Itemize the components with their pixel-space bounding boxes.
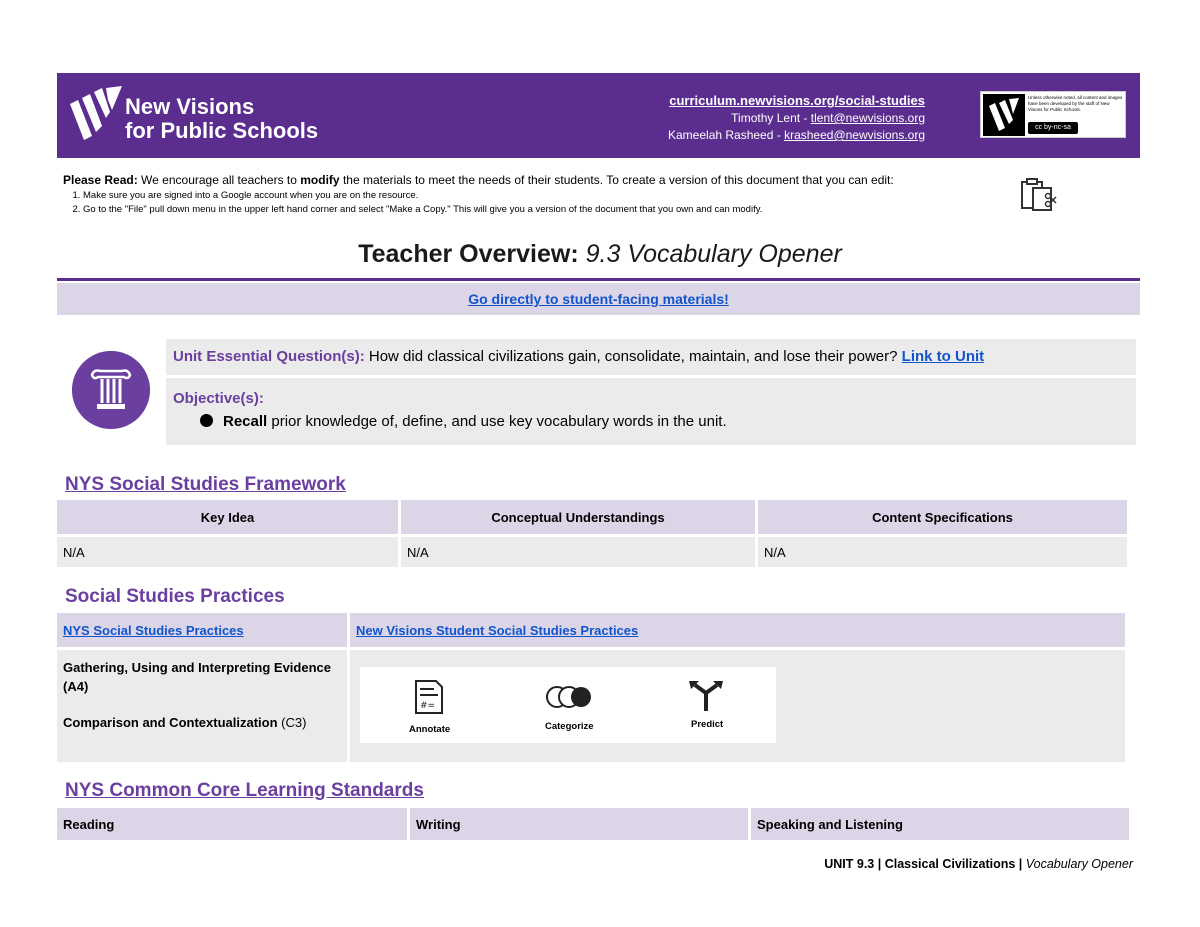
bullet-icon (200, 414, 213, 427)
footer-unit: UNIT 9.3 | Classical Civilizations | (824, 857, 1026, 871)
common-core-table (54, 805, 1132, 843)
objective-item (200, 413, 1136, 430)
logo-text (125, 95, 318, 143)
objective-emph: Recall (223, 413, 268, 430)
objective-text: prior knowledge of, define, and use key vocabulary words in the unit. (267, 413, 727, 430)
please-read-steps (83, 189, 993, 217)
page-footer (824, 857, 1133, 871)
logo-line2: for Public Schools (125, 118, 319, 143)
annotate-label: Annotate (409, 724, 451, 735)
framework-header: Content Specifications (758, 500, 1127, 534)
svg-text:#=: #= (420, 701, 436, 711)
common-core-header: Writing (410, 808, 748, 840)
framework-cell: N/A (758, 537, 1127, 567)
nys-practices-link[interactable]: NYS Social Studies Practices (63, 622, 244, 638)
categorize-icon (545, 685, 593, 709)
framework-table (54, 497, 1130, 570)
footer-lesson: Vocabulary Opener (1025, 857, 1133, 871)
title-main: Teacher Overview: (358, 240, 586, 268)
title-sub: 9.3 Vocabulary Opener (585, 240, 842, 268)
practice-item: Comparison and Contextualization (C3) (63, 715, 307, 730)
nv-practices-link[interactable]: New Visions Student Social Studies Practices (356, 622, 639, 638)
framework-cell: N/A (57, 537, 398, 567)
please-read-step: 2. Go to the "File" pull down menu in the upper left hand corner and select "Make a Copy." This will give you a version of the document that you own and can modify. (83, 203, 993, 217)
essential-question-text: How did classical civilizations gain, consolidate, maintain, and lose their power? (364, 348, 902, 365)
annotate-icon (412, 679, 446, 715)
framework-heading[interactable]: NYS Social Studies Framework (65, 474, 346, 495)
contact1-name: Timothy Lent - (731, 111, 811, 125)
please-read-text-b: the materials to meet the needs of their students. To create a version of this document that you can edit: (339, 173, 894, 187)
common-core-header: Reading (57, 808, 407, 840)
new-visions-logo-icon (70, 86, 124, 144)
contact1-email-link[interactable]: tlent@newvisions.org (810, 111, 925, 125)
please-read-step: 1. Make sure you are signed into a Google account when you are on the resource. (83, 189, 993, 203)
categorize-label: Categorize (545, 721, 594, 732)
framework-header: Key Idea (57, 500, 398, 534)
column-icon (72, 351, 150, 429)
license-badge (980, 91, 1126, 138)
page-title (0, 240, 1200, 269)
license-text: Unless otherwise noted, all content and images have been developed by the staff of New Visions for Public Schools. (1028, 95, 1123, 112)
make-copy-icon (1020, 177, 1058, 213)
contact-block (668, 92, 925, 144)
common-core-heading[interactable]: NYS Common Core Learning Standards (65, 780, 424, 801)
please-read-text-a: We encourage all teachers to (137, 173, 301, 187)
license-logo-icon (983, 94, 1025, 136)
title-divider (57, 278, 1140, 281)
predict-icon (687, 679, 725, 713)
objectives (166, 378, 1136, 445)
framework-header: Conceptual Understandings (401, 500, 755, 534)
common-core-header: Speaking and Listening (751, 808, 1129, 840)
practice-item: Gathering, Using and Interpreting Evidence (A4) (63, 660, 331, 694)
essential-question (166, 339, 1136, 375)
logo-line1: New Visions (125, 94, 255, 119)
cc-license-icon: cc by-nc-sa (1028, 122, 1078, 134)
predict-label: Predict (691, 719, 724, 730)
please-read-label: Please Read: (63, 173, 138, 187)
practice-icons-panel (360, 667, 776, 743)
essential-question-label: Unit Essential Question(s): (173, 348, 365, 365)
site-link[interactable]: curriculum.newvisions.org/social-studies (669, 93, 925, 108)
objective-label: Objective(s): (173, 390, 264, 407)
please-read-notice (63, 173, 993, 217)
link-to-unit[interactable]: Link to Unit (901, 348, 985, 365)
practices-heading: Social Studies Practices (65, 586, 285, 607)
please-read-emph: modify (300, 173, 340, 187)
contact2-name: Kameelah Rasheed - (668, 128, 785, 142)
framework-cell: N/A (401, 537, 755, 567)
contact2-email-link[interactable]: krasheed@newvisions.org (784, 128, 925, 142)
student-materials-link[interactable]: Go directly to student-facing materials! (57, 283, 1140, 315)
